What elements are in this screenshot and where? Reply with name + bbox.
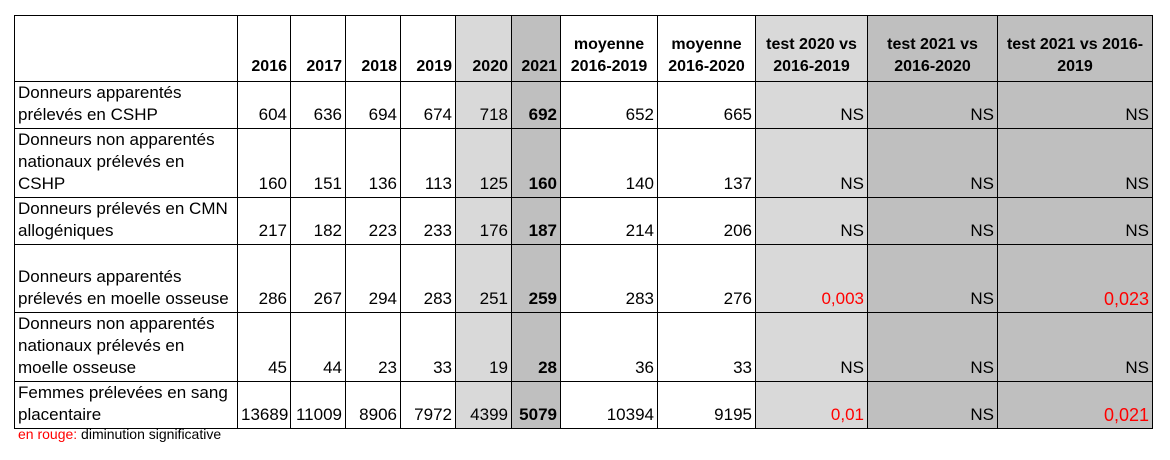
header-2020: 2020 (456, 16, 512, 82)
cell-test-2021-vs-2016-2020: NS (868, 382, 998, 429)
cell-2017: 636 (291, 82, 346, 129)
cell-2018: 23 (346, 313, 401, 382)
cell-test-2021-vs-2016-2020: NS (868, 82, 998, 129)
cell-2018: 136 (346, 129, 401, 198)
cell-2016: 604 (238, 82, 291, 129)
cell-2020: 718 (456, 82, 512, 129)
cell-moyenne-2016-2019: 652 (561, 82, 658, 129)
cell-2021: 160 (512, 129, 561, 198)
table-row (15, 382, 1153, 429)
cell-moyenne-2016-2020: 665 (658, 82, 756, 129)
header-2021: 2021 (512, 16, 561, 82)
cell-test-2020-vs-2016-2019: NS (756, 129, 868, 198)
cell-test-2021-vs-2016-2020: NS (868, 245, 998, 313)
footnote (18, 425, 221, 443)
cell-2017: 182 (291, 198, 346, 245)
cell-2020: 176 (456, 198, 512, 245)
cell-2019: 113 (401, 129, 456, 198)
cell-2019: 33 (401, 313, 456, 382)
row-label: Femmes prélevées en sang placentaire (15, 382, 238, 429)
cell-2021: 187 (512, 198, 561, 245)
cell-test-2021-vs-2016-2019: NS (998, 129, 1153, 198)
cell-2021: 5079 (512, 382, 561, 429)
table-row (15, 245, 1153, 313)
cell-2019: 7972 (401, 382, 456, 429)
cell-test-2021-vs-2016-2020: NS (868, 198, 998, 245)
header-test-2021-vs-2016-2019: test 2021 vs 2016-2019 (998, 16, 1153, 82)
cell-test-2021-vs-2016-2020: NS (868, 313, 998, 382)
cell-test-2021-vs-2016-2020: NS (868, 129, 998, 198)
cell-moyenne-2016-2019: 36 (561, 313, 658, 382)
header-2016: 2016 (238, 16, 291, 82)
cell-2018: 8906 (346, 382, 401, 429)
row-label: Donneurs prélevés en CMN allogéniques (15, 198, 238, 245)
header-2018: 2018 (346, 16, 401, 82)
table-row (15, 313, 1153, 382)
cell-moyenne-2016-2019: 214 (561, 198, 658, 245)
cell-2020: 4399 (456, 382, 512, 429)
cell-2017: 44 (291, 313, 346, 382)
cell-test-2020-vs-2016-2019: NS (756, 82, 868, 129)
cell-2018: 294 (346, 245, 401, 313)
table-row (15, 129, 1153, 198)
cell-2016: 217 (238, 198, 291, 245)
cell-2021: 259 (512, 245, 561, 313)
cell-2017: 151 (291, 129, 346, 198)
cell-moyenne-2016-2019: 10394 (561, 382, 658, 429)
header-test-2020-vs-2016-2019: test 2020 vs 2016-2019 (756, 16, 868, 82)
cell-2020: 125 (456, 129, 512, 198)
cell-test-2020-vs-2016-2019: 0,003 (756, 245, 868, 313)
cell-test-2020-vs-2016-2019: 0,01 (756, 382, 868, 429)
cell-test-2021-vs-2016-2019: NS (998, 82, 1153, 129)
cell-2016: 45 (238, 313, 291, 382)
footnote-text: diminution significative (77, 426, 222, 442)
row-label: Donneurs apparentés prélevés en CSHP (15, 82, 238, 129)
cell-moyenne-2016-2019: 140 (561, 129, 658, 198)
row-label: Donneurs non apparentés nationaux prélevés en CSHP (15, 129, 238, 198)
cell-2020: 251 (456, 245, 512, 313)
row-label: Donneurs non apparentés nationaux prélevés en moelle osseuse (15, 313, 238, 382)
cell-2019: 233 (401, 198, 456, 245)
cell-moyenne-2016-2020: 137 (658, 129, 756, 198)
cell-test-2021-vs-2016-2019: 0,021 (998, 382, 1153, 429)
table-row (15, 198, 1153, 245)
header-empty (15, 16, 238, 82)
cell-test-2020-vs-2016-2019: NS (756, 198, 868, 245)
cell-2018: 223 (346, 198, 401, 245)
header-moyenne-2016-2019: moyenne 2016-2019 (561, 16, 658, 82)
table-row (15, 82, 1153, 129)
cell-test-2021-vs-2016-2019: NS (998, 313, 1153, 382)
cell-moyenne-2016-2020: 9195 (658, 382, 756, 429)
cell-2019: 283 (401, 245, 456, 313)
stats-table (14, 15, 1153, 429)
cell-moyenne-2016-2020: 33 (658, 313, 756, 382)
cell-2021: 28 (512, 313, 561, 382)
cell-2016: 160 (238, 129, 291, 198)
cell-2018: 694 (346, 82, 401, 129)
row-label: Donneurs apparentés prélevés en moelle osseuse (15, 245, 238, 313)
header-2019: 2019 (401, 16, 456, 82)
cell-2017: 11009 (291, 382, 346, 429)
cell-moyenne-2016-2019: 283 (561, 245, 658, 313)
header-2017: 2017 (291, 16, 346, 82)
cell-moyenne-2016-2020: 206 (658, 198, 756, 245)
header-row (15, 16, 1153, 82)
header-moyenne-2016-2020: moyenne 2016-2020 (658, 16, 756, 82)
footnote-red-label: en rouge: (18, 426, 78, 442)
cell-2020: 19 (456, 313, 512, 382)
cell-2016: 13689 (238, 382, 291, 429)
cell-2016: 286 (238, 245, 291, 313)
header-test-2021-vs-2016-2020: test 2021 vs 2016-2020 (868, 16, 998, 82)
cell-2019: 674 (401, 82, 456, 129)
cell-moyenne-2016-2020: 276 (658, 245, 756, 313)
cell-2017: 267 (291, 245, 346, 313)
cell-2021: 692 (512, 82, 561, 129)
cell-test-2021-vs-2016-2019: 0,023 (998, 245, 1153, 313)
cell-test-2021-vs-2016-2019: NS (998, 198, 1153, 245)
cell-test-2020-vs-2016-2019: NS (756, 313, 868, 382)
